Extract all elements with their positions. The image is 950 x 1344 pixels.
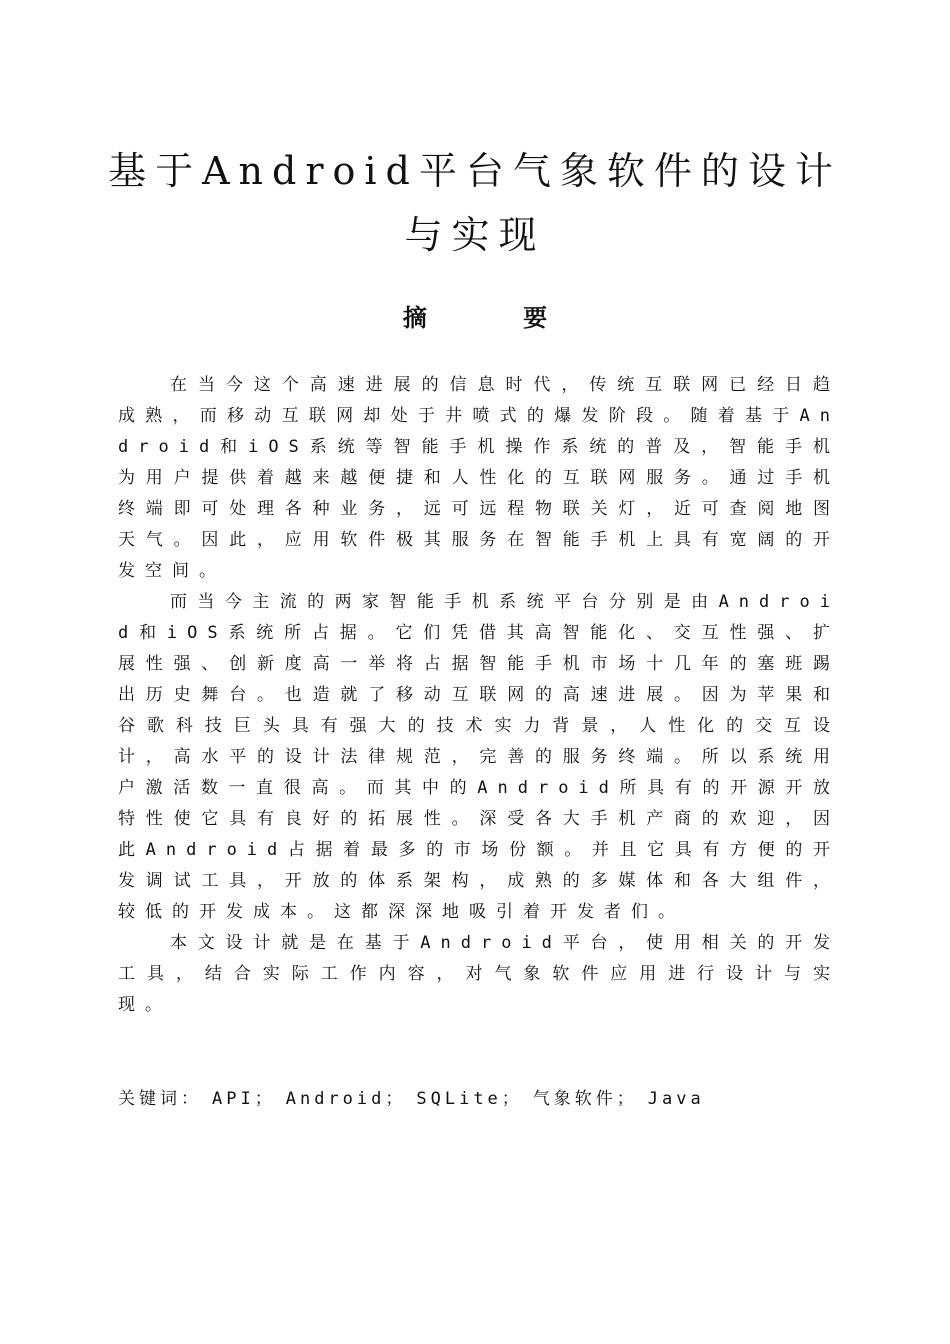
keywords-label: 关键词： xyxy=(118,1089,202,1109)
abstract-paragraph-2: 而当今主流的两家智能手机系统平台分别是由Android和iOS系统所占据。它们凭借其高智能化、交互性强、扩展性强、创新度高一举将占据智能手机市场十几年的塞班踢出历史舞台。也造就了移动互联网的高速进展。因为苹果和谷歌科技巨头具有强大的技术实力背景，人性化的交互设计，高水平的设计法律规范，完善的服务终端。所以系统用户激活数一直很高。而其中的Android所具有的开源开放特性使它具有良好的拓展性。深受各大手机产商的欢迎，因此Android占据着最多的市场份额。并且它具有方便的开发调试工具，开放的体系架构，成熟的多媒体和各大组件，较低的开发成本。这都深深地吸引着开发者们。 xyxy=(118,592,840,922)
keyword-item: Android； xyxy=(285,1089,407,1109)
document-title-line-2: 与实现 xyxy=(404,213,546,257)
keyword-item: API； xyxy=(212,1089,276,1109)
abstract-heading: 摘 要 xyxy=(402,304,592,332)
abstract-body xyxy=(118,370,840,1021)
keywords-line xyxy=(118,1084,840,1115)
keyword-item: SQLite； xyxy=(416,1089,523,1109)
document-title-line-1: 基于Android平台气象软件的设计 xyxy=(108,149,842,193)
abstract-paragraph-3: 本文设计就是在基于Android平台，使用相关的开发工具，结合实际工作内容，对气象软件应用进行设计与实现。 xyxy=(118,933,840,1015)
abstract-paragraph-1: 在当今这个高速进展的信息时代，传统互联网已经日趋成熟，而移动互联网却处于井喷式的爆发阶段。随着基于Android和iOS系统等智能手机操作系统的普及，智能手机为用户提供着越来越便捷和人性化的互联网服务。通过手机终端即可处理各种业务，远可远程物联关灯，近可查阅地图天气。因此，应用软件极其服务在智能手机上具有宽阔的开发空间。 xyxy=(118,375,840,581)
keyword-item: 气象软件； xyxy=(532,1089,638,1109)
keyword-item: Java xyxy=(647,1089,705,1109)
